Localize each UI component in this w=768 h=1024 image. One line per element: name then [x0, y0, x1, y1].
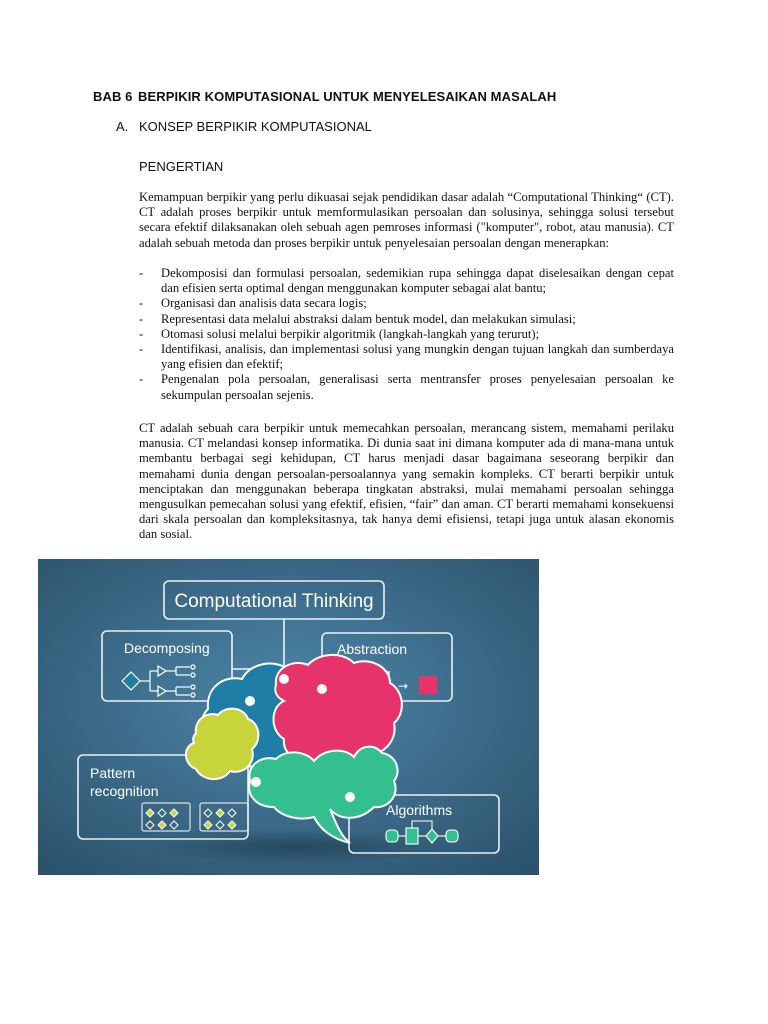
list-item: [139, 372, 674, 402]
subheading: PENGERTIAN: [139, 159, 224, 174]
bullet-marker: -: [139, 342, 144, 357]
list-item: [139, 266, 674, 296]
section-letter: A.: [116, 119, 129, 134]
list-item: [139, 312, 674, 327]
list-item-text: Organisasi dan analisis data secara logis;: [161, 296, 367, 311]
section-heading: [116, 119, 372, 134]
paragraph-ct-definition: CT adalah sebuah cara berpikir untuk memecahkan persoalan, merancang sistem, memahami perilaku manusia. CT melandasi konsep informatika. Di dunia saat ini dimana komputer ada di mana-mana untuk membantu berbagai segi kehidupan, CT harus menjadi dasar bagaimana seseorang berpikir dan memahami dunia dengan persoalan-persoalannya yang semakin kompleks. CT berarti berpikir untuk menciptakan dan menggunakan beberapa tingkatan abstraksi, mulai memahami persoalan sehingga mengusulkan pemecahan solusi yang efektif, efisien, “fair” dan aman. CT berarti memahami konsekuensi dari skala persoalan dan kompleksitasnya, tak hanya demi efisiensi, tetapi juga untuk alasan ekonomis dan sosial.: [139, 421, 674, 542]
list-item: [139, 342, 674, 372]
bullet-marker: -: [139, 372, 144, 387]
computational-thinking-figure: [38, 559, 539, 875]
list-item-text: Pengenalan pola persoalan, generalisasi serta mentransfer proses penyelesaian persoalan ke sekumpulan persoalan sejenis.: [161, 372, 674, 402]
bullet-marker: -: [139, 311, 144, 326]
list-item-text: Otomasi solusi melalui berpikir algoritmik (langkah-langkah yang terurut);: [161, 326, 540, 341]
chapter-title: BERPIKIR KOMPUTASIONAL UNTUK MENYELESAIKAN MASALAH: [138, 89, 557, 104]
list-item-text: Identifikasi, analisis, dan implementasi solusi yang mungkin dengan tujuan langkah dan sumberdaya yang efisien dan efektif;: [161, 342, 674, 372]
section-title: KONSEP BERPIKIR KOMPUTASIONAL: [139, 119, 372, 134]
square-icon: [419, 676, 437, 694]
pattern-label-line1: Pattern: [90, 765, 136, 781]
pattern-label-line2: recognition: [90, 783, 159, 799]
brain-shadow: [146, 829, 446, 865]
list-item: [139, 296, 674, 311]
bullet-marker: -: [139, 266, 144, 280]
figure-svg: [38, 559, 539, 875]
bullet-marker: -: [139, 326, 144, 341]
list-item: [139, 327, 674, 342]
figure-title: Computational Thinking: [174, 591, 374, 612]
list-item-text: Representasi data melalui abstraksi dalam bentuk model, dan melakukan simulasi;: [161, 311, 576, 326]
bullet-list: [139, 266, 674, 403]
paragraph-intro: Kemampuan berpikir yang perlu dikuasai sejak pendidikan dasar adalah “Computational Thinking“ (CT). CT adalah proses berpikir untuk memformulasikan persoalan dan solusinya, sehingga solusi tersebut secara efektif dilaksanakan oleh sebuah agen pemroses informasi ("komputer", robot, atau manusia). CT adalah sebuah metoda dan proses berpikir untuk penyelesaian persoalan dengan menerapkan:: [139, 190, 674, 250]
arrow-icon: →: [398, 679, 409, 693]
abstraction-label: Abstraction: [337, 641, 408, 657]
algorithms-label: Algorithms: [386, 802, 453, 818]
bullet-marker: -: [139, 296, 144, 311]
list-item-text: Dekomposisi dan formulasi persoalan, sedemikian rupa sehingga dapat diselesaikan dengan cepat dan efisien serta optimal dengan menggunakan komputer sebagai alat bantu;: [161, 266, 674, 296]
decomposing-label: Decomposing: [124, 640, 210, 656]
chapter-heading: [93, 89, 556, 104]
chapter-number: BAB 6: [93, 89, 133, 104]
